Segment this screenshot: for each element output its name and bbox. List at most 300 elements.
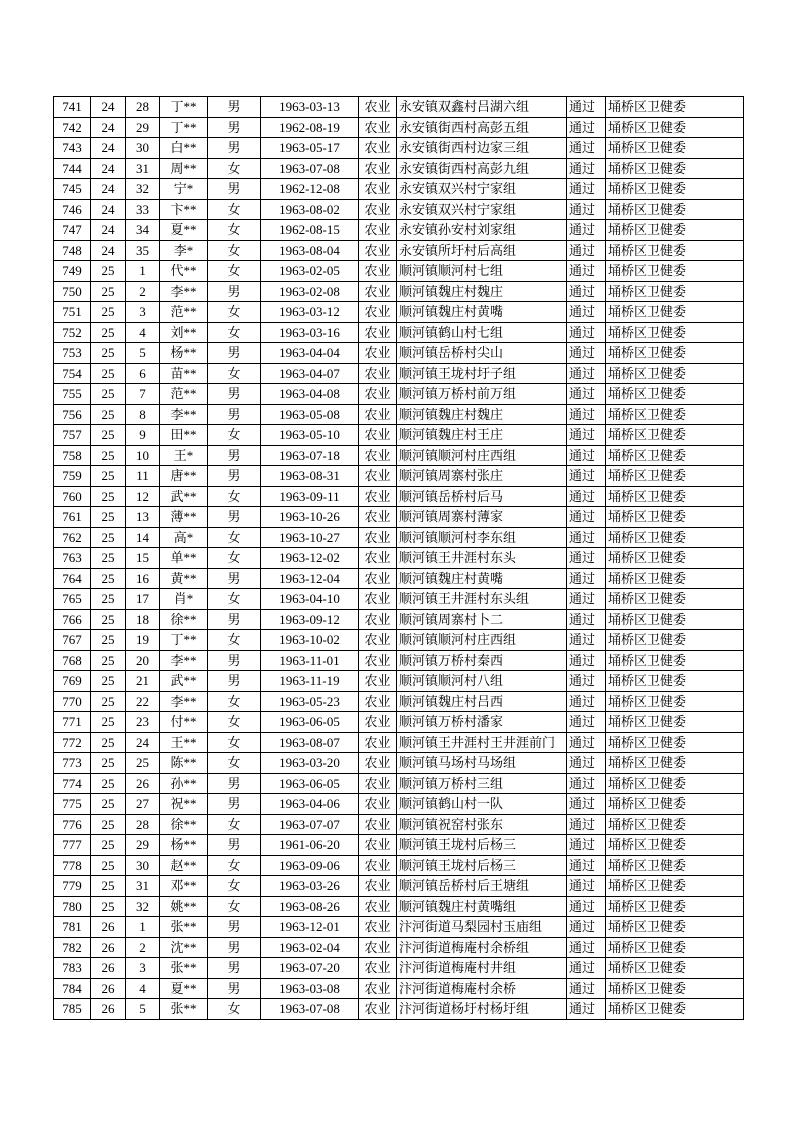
sequence-number-cell: 22 (126, 691, 160, 712)
review-status-cell: 通过 (567, 507, 606, 528)
address-cell: 顺河镇万桥村秦西 (397, 650, 567, 671)
table-row (54, 917, 744, 938)
household-type-cell: 农业 (359, 281, 397, 302)
person-name-cell: 祝** (160, 794, 208, 815)
address-cell: 顺河镇顺河村庄西组 (397, 630, 567, 651)
serial-number-cell: 771 (54, 712, 91, 733)
sequence-number-cell: 14 (126, 527, 160, 548)
address-cell: 永安镇双鑫村吕湖六组 (397, 97, 567, 118)
gender-cell: 女 (208, 261, 261, 282)
birth-date-cell: 1963-08-31 (261, 466, 359, 487)
serial-number-cell: 747 (54, 220, 91, 241)
birth-date-cell: 1963-04-04 (261, 343, 359, 364)
sequence-number-cell: 26 (126, 773, 160, 794)
batch-number-cell: 25 (91, 794, 126, 815)
batch-number-cell: 25 (91, 732, 126, 753)
gender-cell: 男 (208, 917, 261, 938)
serial-number-cell: 768 (54, 650, 91, 671)
person-name-cell: 田** (160, 425, 208, 446)
household-type-cell: 农业 (359, 363, 397, 384)
table-row (54, 507, 744, 528)
address-cell: 永安镇双兴村宁家组 (397, 179, 567, 200)
approving-agency-cell: 埇桥区卫健委 (606, 220, 744, 241)
serial-number-cell: 751 (54, 302, 91, 323)
table-row (54, 937, 744, 958)
sequence-number-cell: 20 (126, 650, 160, 671)
sequence-number-cell: 7 (126, 384, 160, 405)
birth-date-cell: 1963-04-06 (261, 794, 359, 815)
address-cell: 顺河镇鹤山村一队 (397, 794, 567, 815)
table-row (54, 302, 744, 323)
review-status-cell: 通过 (567, 117, 606, 138)
household-type-cell: 农业 (359, 425, 397, 446)
table-row (54, 732, 744, 753)
approving-agency-cell: 埇桥区卫健委 (606, 445, 744, 466)
batch-number-cell: 26 (91, 978, 126, 999)
approving-agency-cell: 埇桥区卫健委 (606, 794, 744, 815)
sequence-number-cell: 35 (126, 240, 160, 261)
batch-number-cell: 25 (91, 363, 126, 384)
gender-cell: 男 (208, 794, 261, 815)
person-name-cell: 张** (160, 958, 208, 979)
review-status-cell: 通过 (567, 261, 606, 282)
review-status-cell: 通过 (567, 753, 606, 774)
review-status-cell: 通过 (567, 384, 606, 405)
serial-number-cell: 754 (54, 363, 91, 384)
sequence-number-cell: 29 (126, 835, 160, 856)
address-cell: 顺河镇万桥村潘家 (397, 712, 567, 733)
approving-agency-cell: 埇桥区卫健委 (606, 568, 744, 589)
sequence-number-cell: 29 (126, 117, 160, 138)
sequence-number-cell: 23 (126, 712, 160, 733)
gender-cell: 男 (208, 179, 261, 200)
sequence-number-cell: 3 (126, 958, 160, 979)
approving-agency-cell: 埇桥区卫健委 (606, 999, 744, 1020)
household-type-cell: 农业 (359, 855, 397, 876)
serial-number-cell: 783 (54, 958, 91, 979)
serial-number-cell: 765 (54, 589, 91, 610)
approving-agency-cell: 埇桥区卫健委 (606, 404, 744, 425)
birth-date-cell: 1963-03-16 (261, 322, 359, 343)
approving-agency-cell: 埇桥区卫健委 (606, 240, 744, 261)
review-status-cell: 通过 (567, 937, 606, 958)
household-type-cell: 农业 (359, 548, 397, 569)
household-type-cell: 农业 (359, 445, 397, 466)
sequence-number-cell: 18 (126, 609, 160, 630)
review-status-cell: 通过 (567, 466, 606, 487)
person-name-cell: 姚** (160, 896, 208, 917)
person-name-cell: 王** (160, 732, 208, 753)
table-row (54, 486, 744, 507)
batch-number-cell: 25 (91, 486, 126, 507)
serial-number-cell: 777 (54, 835, 91, 856)
serial-number-cell: 776 (54, 814, 91, 835)
review-status-cell: 通过 (567, 999, 606, 1020)
table-row (54, 835, 744, 856)
birth-date-cell: 1963-05-08 (261, 404, 359, 425)
person-name-cell: 宁* (160, 179, 208, 200)
household-type-cell: 农业 (359, 158, 397, 179)
birth-date-cell: 1963-08-02 (261, 199, 359, 220)
batch-number-cell: 25 (91, 814, 126, 835)
gender-cell: 男 (208, 958, 261, 979)
table-row (54, 814, 744, 835)
birth-date-cell: 1963-05-17 (261, 138, 359, 159)
table-row (54, 179, 744, 200)
review-status-cell: 通过 (567, 589, 606, 610)
batch-number-cell: 25 (91, 568, 126, 589)
batch-number-cell: 25 (91, 261, 126, 282)
review-status-cell: 通过 (567, 978, 606, 999)
sequence-number-cell: 8 (126, 404, 160, 425)
household-type-cell: 农业 (359, 835, 397, 856)
table-row (54, 650, 744, 671)
address-cell: 顺河镇祝窑村张东 (397, 814, 567, 835)
sequence-number-cell: 1 (126, 917, 160, 938)
table-row (54, 630, 744, 651)
household-type-cell: 农业 (359, 937, 397, 958)
review-status-cell: 通过 (567, 671, 606, 692)
birth-date-cell: 1963-07-20 (261, 958, 359, 979)
review-status-cell: 通过 (567, 220, 606, 241)
household-type-cell: 农业 (359, 773, 397, 794)
batch-number-cell: 24 (91, 117, 126, 138)
birth-date-cell: 1963-06-05 (261, 712, 359, 733)
birth-date-cell: 1963-09-06 (261, 855, 359, 876)
person-name-cell: 张** (160, 999, 208, 1020)
person-name-cell: 付** (160, 712, 208, 733)
gender-cell: 女 (208, 302, 261, 323)
sequence-number-cell: 34 (126, 220, 160, 241)
address-cell: 顺河镇魏庄村黄嘴 (397, 302, 567, 323)
person-name-cell: 张** (160, 917, 208, 938)
review-status-cell: 通过 (567, 794, 606, 815)
sequence-number-cell: 16 (126, 568, 160, 589)
person-name-cell: 沈** (160, 937, 208, 958)
birth-date-cell: 1963-10-26 (261, 507, 359, 528)
approving-agency-cell: 埇桥区卫健委 (606, 691, 744, 712)
sequence-number-cell: 21 (126, 671, 160, 692)
gender-cell: 男 (208, 343, 261, 364)
household-type-cell: 农业 (359, 466, 397, 487)
address-cell: 顺河镇顺河村庄西组 (397, 445, 567, 466)
sequence-number-cell: 17 (126, 589, 160, 610)
gender-cell: 男 (208, 117, 261, 138)
review-status-cell: 通过 (567, 548, 606, 569)
sequence-number-cell: 19 (126, 630, 160, 651)
household-type-cell: 农业 (359, 589, 397, 610)
gender-cell: 男 (208, 609, 261, 630)
serial-number-cell: 742 (54, 117, 91, 138)
person-name-cell: 李** (160, 404, 208, 425)
approving-agency-cell: 埇桥区卫健委 (606, 527, 744, 548)
household-type-cell: 农业 (359, 650, 397, 671)
review-status-cell: 通过 (567, 958, 606, 979)
birth-date-cell: 1963-08-07 (261, 732, 359, 753)
birth-date-cell: 1963-09-11 (261, 486, 359, 507)
gender-cell: 男 (208, 445, 261, 466)
person-name-cell: 代** (160, 261, 208, 282)
birth-date-cell: 1963-07-18 (261, 445, 359, 466)
birth-date-cell: 1963-04-07 (261, 363, 359, 384)
serial-number-cell: 758 (54, 445, 91, 466)
person-name-cell: 夏** (160, 978, 208, 999)
table-row (54, 609, 744, 630)
gender-cell: 女 (208, 548, 261, 569)
address-cell: 永安镇孙安村刘家组 (397, 220, 567, 241)
approving-agency-cell: 埇桥区卫健委 (606, 302, 744, 323)
batch-number-cell: 24 (91, 220, 126, 241)
address-cell: 顺河镇鹤山村七组 (397, 322, 567, 343)
birth-date-cell: 1963-03-20 (261, 753, 359, 774)
approving-agency-cell: 埇桥区卫健委 (606, 732, 744, 753)
address-cell: 汴河街道杨圩村杨圩组 (397, 999, 567, 1020)
approving-agency-cell: 埇桥区卫健委 (606, 199, 744, 220)
review-status-cell: 通过 (567, 650, 606, 671)
approving-agency-cell: 埇桥区卫健委 (606, 609, 744, 630)
person-name-cell: 范** (160, 384, 208, 405)
birth-date-cell: 1963-04-08 (261, 384, 359, 405)
sequence-number-cell: 30 (126, 855, 160, 876)
household-type-cell: 农业 (359, 630, 397, 651)
serial-number-cell: 781 (54, 917, 91, 938)
batch-number-cell: 26 (91, 937, 126, 958)
gender-cell: 女 (208, 691, 261, 712)
serial-number-cell: 752 (54, 322, 91, 343)
review-status-cell: 通过 (567, 855, 606, 876)
serial-number-cell: 785 (54, 999, 91, 1020)
review-status-cell: 通过 (567, 609, 606, 630)
batch-number-cell: 25 (91, 630, 126, 651)
household-type-cell: 农业 (359, 732, 397, 753)
review-status-cell: 通过 (567, 814, 606, 835)
household-type-cell: 农业 (359, 691, 397, 712)
address-cell: 汴河街道马梨园村玉庙组 (397, 917, 567, 938)
gender-cell: 女 (208, 630, 261, 651)
table-row (54, 322, 744, 343)
sequence-number-cell: 5 (126, 999, 160, 1020)
batch-number-cell: 25 (91, 384, 126, 405)
table-row (54, 261, 744, 282)
review-status-cell: 通过 (567, 445, 606, 466)
person-name-cell: 武** (160, 486, 208, 507)
review-status-cell: 通过 (567, 486, 606, 507)
household-type-cell: 农业 (359, 261, 397, 282)
approving-agency-cell: 埇桥区卫健委 (606, 117, 744, 138)
household-type-cell: 农业 (359, 220, 397, 241)
serial-number-cell: 773 (54, 753, 91, 774)
gender-cell: 女 (208, 158, 261, 179)
person-name-cell: 范** (160, 302, 208, 323)
sequence-number-cell: 30 (126, 138, 160, 159)
batch-number-cell: 25 (91, 548, 126, 569)
approving-agency-cell: 埇桥区卫健委 (606, 753, 744, 774)
serial-number-cell: 767 (54, 630, 91, 651)
gender-cell: 女 (208, 732, 261, 753)
serial-number-cell: 778 (54, 855, 91, 876)
household-type-cell: 农业 (359, 958, 397, 979)
birth-date-cell: 1963-08-04 (261, 240, 359, 261)
birth-date-cell: 1963-07-08 (261, 999, 359, 1020)
gender-cell: 女 (208, 896, 261, 917)
table-row (54, 425, 744, 446)
batch-number-cell: 25 (91, 527, 126, 548)
approving-agency-cell: 埇桥区卫健委 (606, 384, 744, 405)
household-type-cell: 农业 (359, 568, 397, 589)
batch-number-cell: 25 (91, 835, 126, 856)
batch-number-cell: 25 (91, 466, 126, 487)
person-name-cell: 高* (160, 527, 208, 548)
address-cell: 顺河镇顺河村七组 (397, 261, 567, 282)
household-type-cell: 农业 (359, 384, 397, 405)
approving-agency-cell: 埇桥区卫健委 (606, 507, 744, 528)
address-cell: 顺河镇魏庄村魏庄 (397, 404, 567, 425)
approving-agency-cell: 埇桥区卫健委 (606, 896, 744, 917)
household-type-cell: 农业 (359, 917, 397, 938)
approving-agency-cell: 埇桥区卫健委 (606, 773, 744, 794)
address-cell: 顺河镇顺河村八组 (397, 671, 567, 692)
batch-number-cell: 25 (91, 425, 126, 446)
birth-date-cell: 1961-06-20 (261, 835, 359, 856)
household-type-cell: 农业 (359, 486, 397, 507)
approving-agency-cell: 埇桥区卫健委 (606, 630, 744, 651)
birth-date-cell: 1962-08-19 (261, 117, 359, 138)
serial-number-cell: 741 (54, 97, 91, 118)
batch-number-cell: 25 (91, 343, 126, 364)
address-cell: 顺河镇王井涯村王井涯前门 (397, 732, 567, 753)
sequence-number-cell: 11 (126, 466, 160, 487)
person-name-cell: 夏** (160, 220, 208, 241)
table-row (54, 589, 744, 610)
address-cell: 顺河镇马场村马场组 (397, 753, 567, 774)
batch-number-cell: 25 (91, 671, 126, 692)
table-row (54, 384, 744, 405)
address-cell: 顺河镇魏庄村黄嘴 (397, 568, 567, 589)
review-status-cell: 通过 (567, 97, 606, 118)
table-row (54, 404, 744, 425)
sequence-number-cell: 32 (126, 179, 160, 200)
birth-date-cell: 1963-12-04 (261, 568, 359, 589)
table-row (54, 958, 744, 979)
approving-agency-cell: 埇桥区卫健委 (606, 322, 744, 343)
household-type-cell: 农业 (359, 117, 397, 138)
serial-number-cell: 759 (54, 466, 91, 487)
approving-agency-cell: 埇桥区卫健委 (606, 650, 744, 671)
approving-agency-cell: 埇桥区卫健委 (606, 343, 744, 364)
sequence-number-cell: 3 (126, 302, 160, 323)
person-name-cell: 刘** (160, 322, 208, 343)
birth-date-cell: 1963-03-13 (261, 97, 359, 118)
approving-agency-cell: 埇桥区卫健委 (606, 261, 744, 282)
table-row (54, 896, 744, 917)
birth-date-cell: 1963-04-10 (261, 589, 359, 610)
birth-date-cell: 1963-12-02 (261, 548, 359, 569)
sequence-number-cell: 32 (126, 896, 160, 917)
serial-number-cell: 750 (54, 281, 91, 302)
batch-number-cell: 25 (91, 712, 126, 733)
gender-cell: 女 (208, 712, 261, 733)
serial-number-cell: 769 (54, 671, 91, 692)
records-table (53, 96, 744, 1020)
birth-date-cell: 1963-02-08 (261, 281, 359, 302)
address-cell: 永安镇街西村高彭九组 (397, 158, 567, 179)
gender-cell: 女 (208, 876, 261, 897)
approving-agency-cell: 埇桥区卫健委 (606, 712, 744, 733)
sequence-number-cell: 2 (126, 937, 160, 958)
sequence-number-cell: 25 (126, 753, 160, 774)
batch-number-cell: 25 (91, 322, 126, 343)
approving-agency-cell: 埇桥区卫健委 (606, 158, 744, 179)
household-type-cell: 农业 (359, 179, 397, 200)
person-name-cell: 丁** (160, 117, 208, 138)
sequence-number-cell: 2 (126, 281, 160, 302)
person-name-cell: 李** (160, 691, 208, 712)
sequence-number-cell: 6 (126, 363, 160, 384)
gender-cell: 女 (208, 999, 261, 1020)
batch-number-cell: 25 (91, 855, 126, 876)
approving-agency-cell: 埇桥区卫健委 (606, 917, 744, 938)
serial-number-cell: 780 (54, 896, 91, 917)
table-row (54, 281, 744, 302)
gender-cell: 男 (208, 671, 261, 692)
gender-cell: 男 (208, 138, 261, 159)
gender-cell: 女 (208, 363, 261, 384)
address-cell: 汴河街道梅庵村余桥 (397, 978, 567, 999)
sequence-number-cell: 27 (126, 794, 160, 815)
review-status-cell: 通过 (567, 691, 606, 712)
serial-number-cell: 760 (54, 486, 91, 507)
birth-date-cell: 1963-07-08 (261, 158, 359, 179)
serial-number-cell: 743 (54, 138, 91, 159)
review-status-cell: 通过 (567, 302, 606, 323)
batch-number-cell: 25 (91, 896, 126, 917)
sequence-number-cell: 31 (126, 158, 160, 179)
birth-date-cell: 1963-11-19 (261, 671, 359, 692)
batch-number-cell: 25 (91, 445, 126, 466)
approving-agency-cell: 埇桥区卫健委 (606, 814, 744, 835)
person-name-cell: 卞** (160, 199, 208, 220)
address-cell: 顺河镇岳桥村后王塘组 (397, 876, 567, 897)
address-cell: 顺河镇周寨村张庄 (397, 466, 567, 487)
gender-cell: 男 (208, 507, 261, 528)
batch-number-cell: 25 (91, 281, 126, 302)
birth-date-cell: 1962-12-08 (261, 179, 359, 200)
review-status-cell: 通过 (567, 712, 606, 733)
serial-number-cell: 745 (54, 179, 91, 200)
batch-number-cell: 24 (91, 97, 126, 118)
serial-number-cell: 755 (54, 384, 91, 405)
gender-cell: 男 (208, 281, 261, 302)
gender-cell: 女 (208, 486, 261, 507)
table-row (54, 794, 744, 815)
address-cell: 顺河镇岳桥村后马 (397, 486, 567, 507)
table-row (54, 199, 744, 220)
approving-agency-cell: 埇桥区卫健委 (606, 548, 744, 569)
review-status-cell: 通过 (567, 896, 606, 917)
gender-cell: 女 (208, 199, 261, 220)
birth-date-cell: 1963-07-07 (261, 814, 359, 835)
household-type-cell: 农业 (359, 322, 397, 343)
approving-agency-cell: 埇桥区卫健委 (606, 671, 744, 692)
table-row (54, 466, 744, 487)
table-row (54, 671, 744, 692)
gender-cell: 女 (208, 589, 261, 610)
gender-cell: 女 (208, 425, 261, 446)
address-cell: 顺河镇王垅村圩子组 (397, 363, 567, 384)
review-status-cell: 通过 (567, 199, 606, 220)
household-type-cell: 农业 (359, 814, 397, 835)
address-cell: 永安镇所圩村后高组 (397, 240, 567, 261)
